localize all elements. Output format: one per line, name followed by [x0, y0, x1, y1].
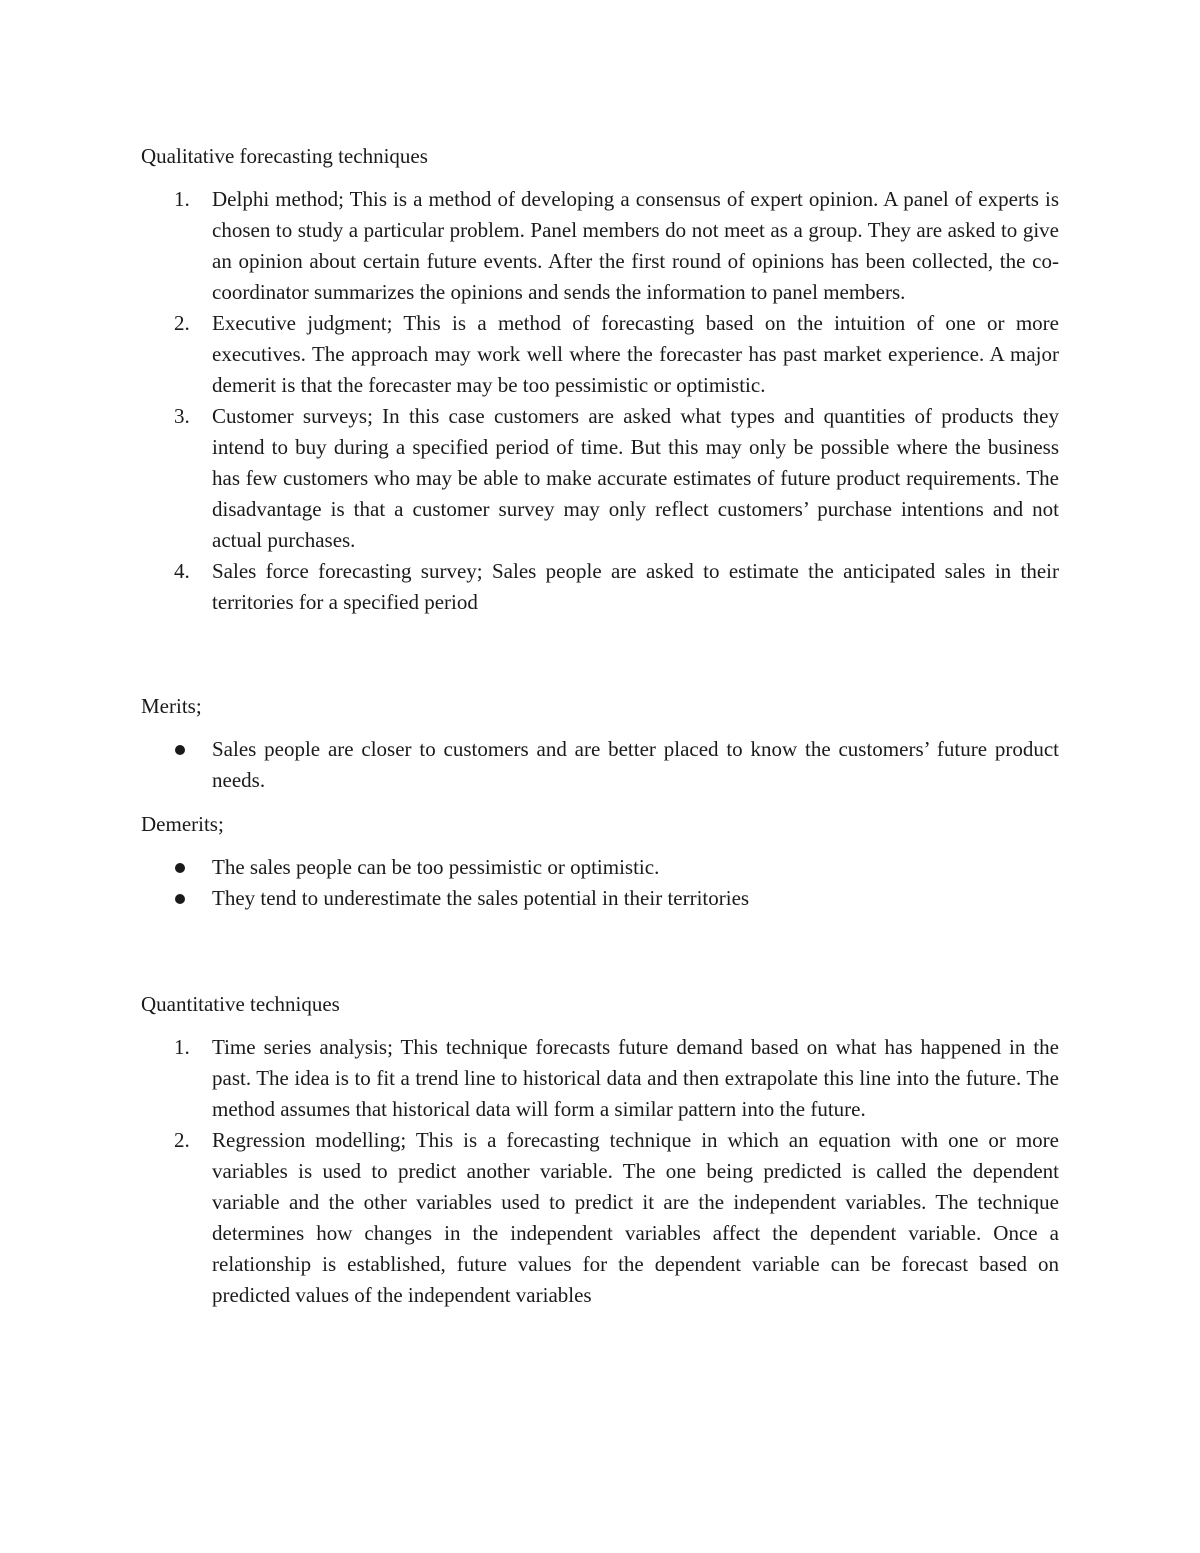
list-item [141, 883, 1059, 914]
bullet-icon [175, 863, 185, 873]
list-item-text: The sales people can be too pessimistic or optimistic. [212, 855, 660, 879]
qualitative-heading: Qualitative forecasting techniques [141, 144, 428, 168]
list-item-text: Sales force forecasting survey; Sales people are asked to estimate the anticipated sales in their territories for a specified period [212, 559, 1059, 614]
quantitative-list [141, 1032, 1059, 1311]
list-item-text: Regression modelling; This is a forecasting technique in which an equation with one or more variables is used to predict another variable. The one being predicted is called the dependent variable and the other variables used to predict it are the independent variables. The technique determines how changes in the independent variables affect the dependent variable. Once a relationship is established, future values for the dependent variable can be forecast based on predicted values of the independent variables [212, 1128, 1059, 1307]
list-number: 2. [174, 311, 190, 335]
bullet-icon [175, 894, 185, 904]
list-item [141, 308, 1059, 401]
list-number: 2. [174, 1128, 190, 1152]
list-item [141, 852, 1059, 883]
list-number: 4. [174, 559, 190, 583]
list-item [141, 184, 1059, 308]
list-item-text: Time series analysis; This technique forecasts future demand based on what has happened in the past. The idea is to fit a trend line to historical data and then extrapolate this line into the future. The method assumes that historical data will form a similar pattern into the future. [212, 1035, 1059, 1121]
quantitative-heading: Quantitative techniques [141, 992, 340, 1016]
demerits-heading: Demerits; [141, 812, 224, 836]
list-item-text: Delphi method; This is a method of developing a consensus of expert opinion. A panel of experts is chosen to study a particular problem. Panel members do not meet as a group. They are asked to give an opinion about certain future events. After the first round of opinions has been collected, the co-coordinator summarizes the opinions and sends the information to panel members. [212, 187, 1059, 304]
qualitative-list [141, 184, 1059, 618]
merits-list [141, 734, 1059, 796]
bullet-icon [175, 745, 185, 755]
list-item [141, 1125, 1059, 1311]
list-item [141, 734, 1059, 796]
document-page [141, 138, 1059, 1311]
list-item [141, 1032, 1059, 1125]
merits-heading: Merits; [141, 694, 202, 718]
list-item-text: Customer surveys; In this case customers are asked what types and quantities of products they intend to buy during a specified period of time. But this may only be possible where the business has few customers who may be able to make accurate estimates of future product requirements. The disadvantage is that a customer survey may only reflect customers’ purchase intentions and not actual purchases. [212, 404, 1059, 552]
list-number: 3. [174, 404, 190, 428]
list-number: 1. [174, 1035, 190, 1059]
list-item [141, 556, 1059, 618]
list-item [141, 401, 1059, 556]
list-number: 1. [174, 187, 190, 211]
demerits-list [141, 852, 1059, 914]
list-item-text: Sales people are closer to customers and are better placed to know the customers’ future product needs. [212, 737, 1059, 792]
list-item-text: They tend to underestimate the sales potential in their territories [212, 886, 750, 910]
list-item-text: Executive judgment; This is a method of forecasting based on the intuition of one or more executives. The approach may work well where the forecaster has past market experience. A major demerit is that the forecaster may be too pessimistic or optimistic. [212, 311, 1059, 397]
